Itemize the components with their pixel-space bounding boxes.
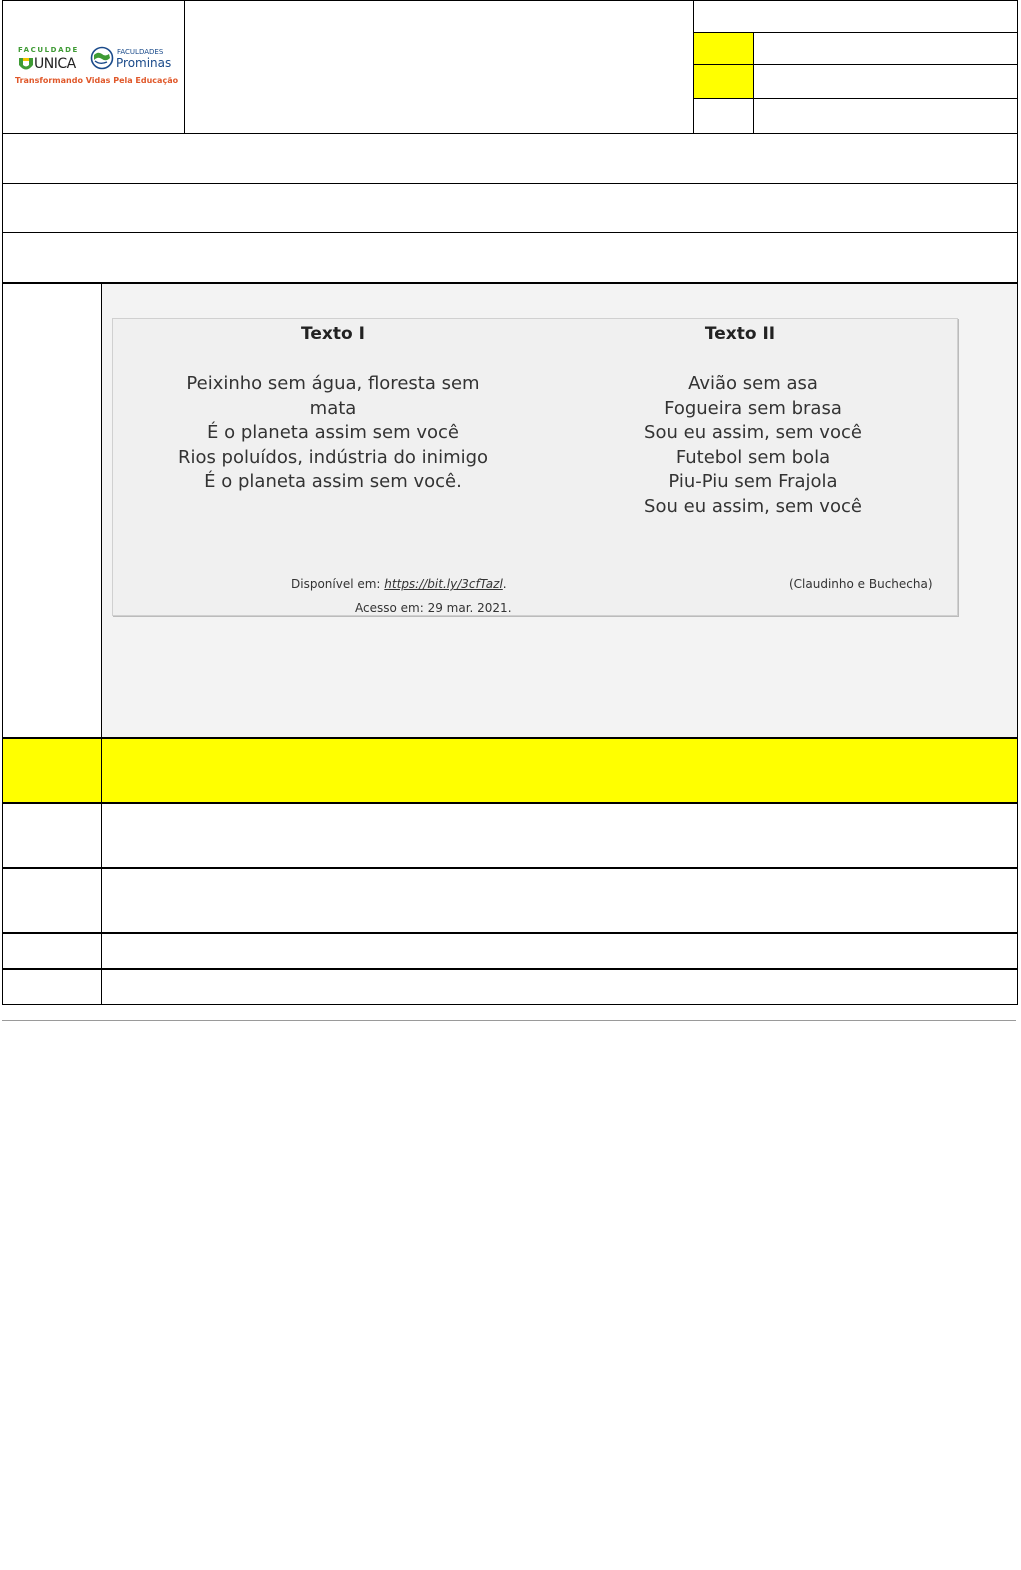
text2-line: Piu-Piu sem Frajola: [668, 471, 838, 492]
unica-u-mark-icon: [18, 57, 34, 72]
logo-unica-name: UNICA: [34, 56, 76, 72]
excerpt-image: [112, 318, 958, 616]
faculdade-unica-logo: [14, 44, 179, 94]
row-rule-a: [2, 737, 1018, 739]
info-row-1: [2, 133, 1018, 184]
header-yellow-cell-1: [694, 33, 753, 64]
text2-line: Sou eu assim, sem você: [644, 495, 862, 517]
text1-line: mata: [309, 397, 357, 419]
text1-line: Rios poluídos, indústria do inimigo: [177, 446, 489, 468]
source-link[interactable]: https://bit.ly/3cfTazl: [384, 577, 503, 591]
info-row-3: [2, 232, 1018, 284]
header-yellow-cell-2: [694, 65, 753, 98]
access-date: Acesso em: 29 mar. 2021.: [355, 601, 512, 615]
header-divider-logo: [184, 0, 185, 134]
text2-line: Avião sem asa: [688, 373, 818, 394]
text2-line: Sou eu assim, sem você: [644, 422, 862, 443]
text1-line: É o planeta assim sem você: [207, 422, 459, 443]
text1-lines: [153, 372, 513, 495]
prominas-globe-icon: [90, 46, 114, 70]
footer-rule: [2, 1020, 1016, 1021]
logo-prominas-top: FACULDADES: [117, 48, 164, 56]
row-rule-d: [2, 932, 1018, 934]
row-rule-b: [2, 802, 1018, 804]
row-rule-e: [2, 968, 1018, 970]
text2-title: Texto II: [704, 324, 776, 344]
logo-prominas-name: Prominas: [116, 56, 172, 70]
row-rule-c: [2, 867, 1018, 869]
text2-line: Fogueira sem brasa: [664, 397, 842, 419]
source-suffix: .: [502, 577, 507, 591]
logo-tagline: Transformando Vidas Pela Educação: [15, 76, 179, 85]
text2-lines: [593, 372, 913, 519]
text1-line: Peixinho sem água, floresta sem: [186, 373, 480, 394]
song-credit: (Claudinho e Buchecha): [789, 577, 933, 591]
header-rule-3: [693, 98, 1018, 99]
text1-title: Texto I: [301, 324, 365, 344]
logo-unica-top: FACULDADE: [18, 46, 79, 54]
header-divider-small: [753, 32, 754, 134]
highlighted-row-divider: [101, 738, 102, 803]
info-row-2: [2, 183, 1018, 233]
source-line: [291, 577, 507, 591]
highlighted-row: [3, 738, 1017, 803]
text1-line: É o planeta assim sem você.: [204, 471, 462, 492]
text2-line: Futebol sem bola: [675, 446, 831, 468]
source-prefix: Disponível em:: [291, 577, 385, 591]
